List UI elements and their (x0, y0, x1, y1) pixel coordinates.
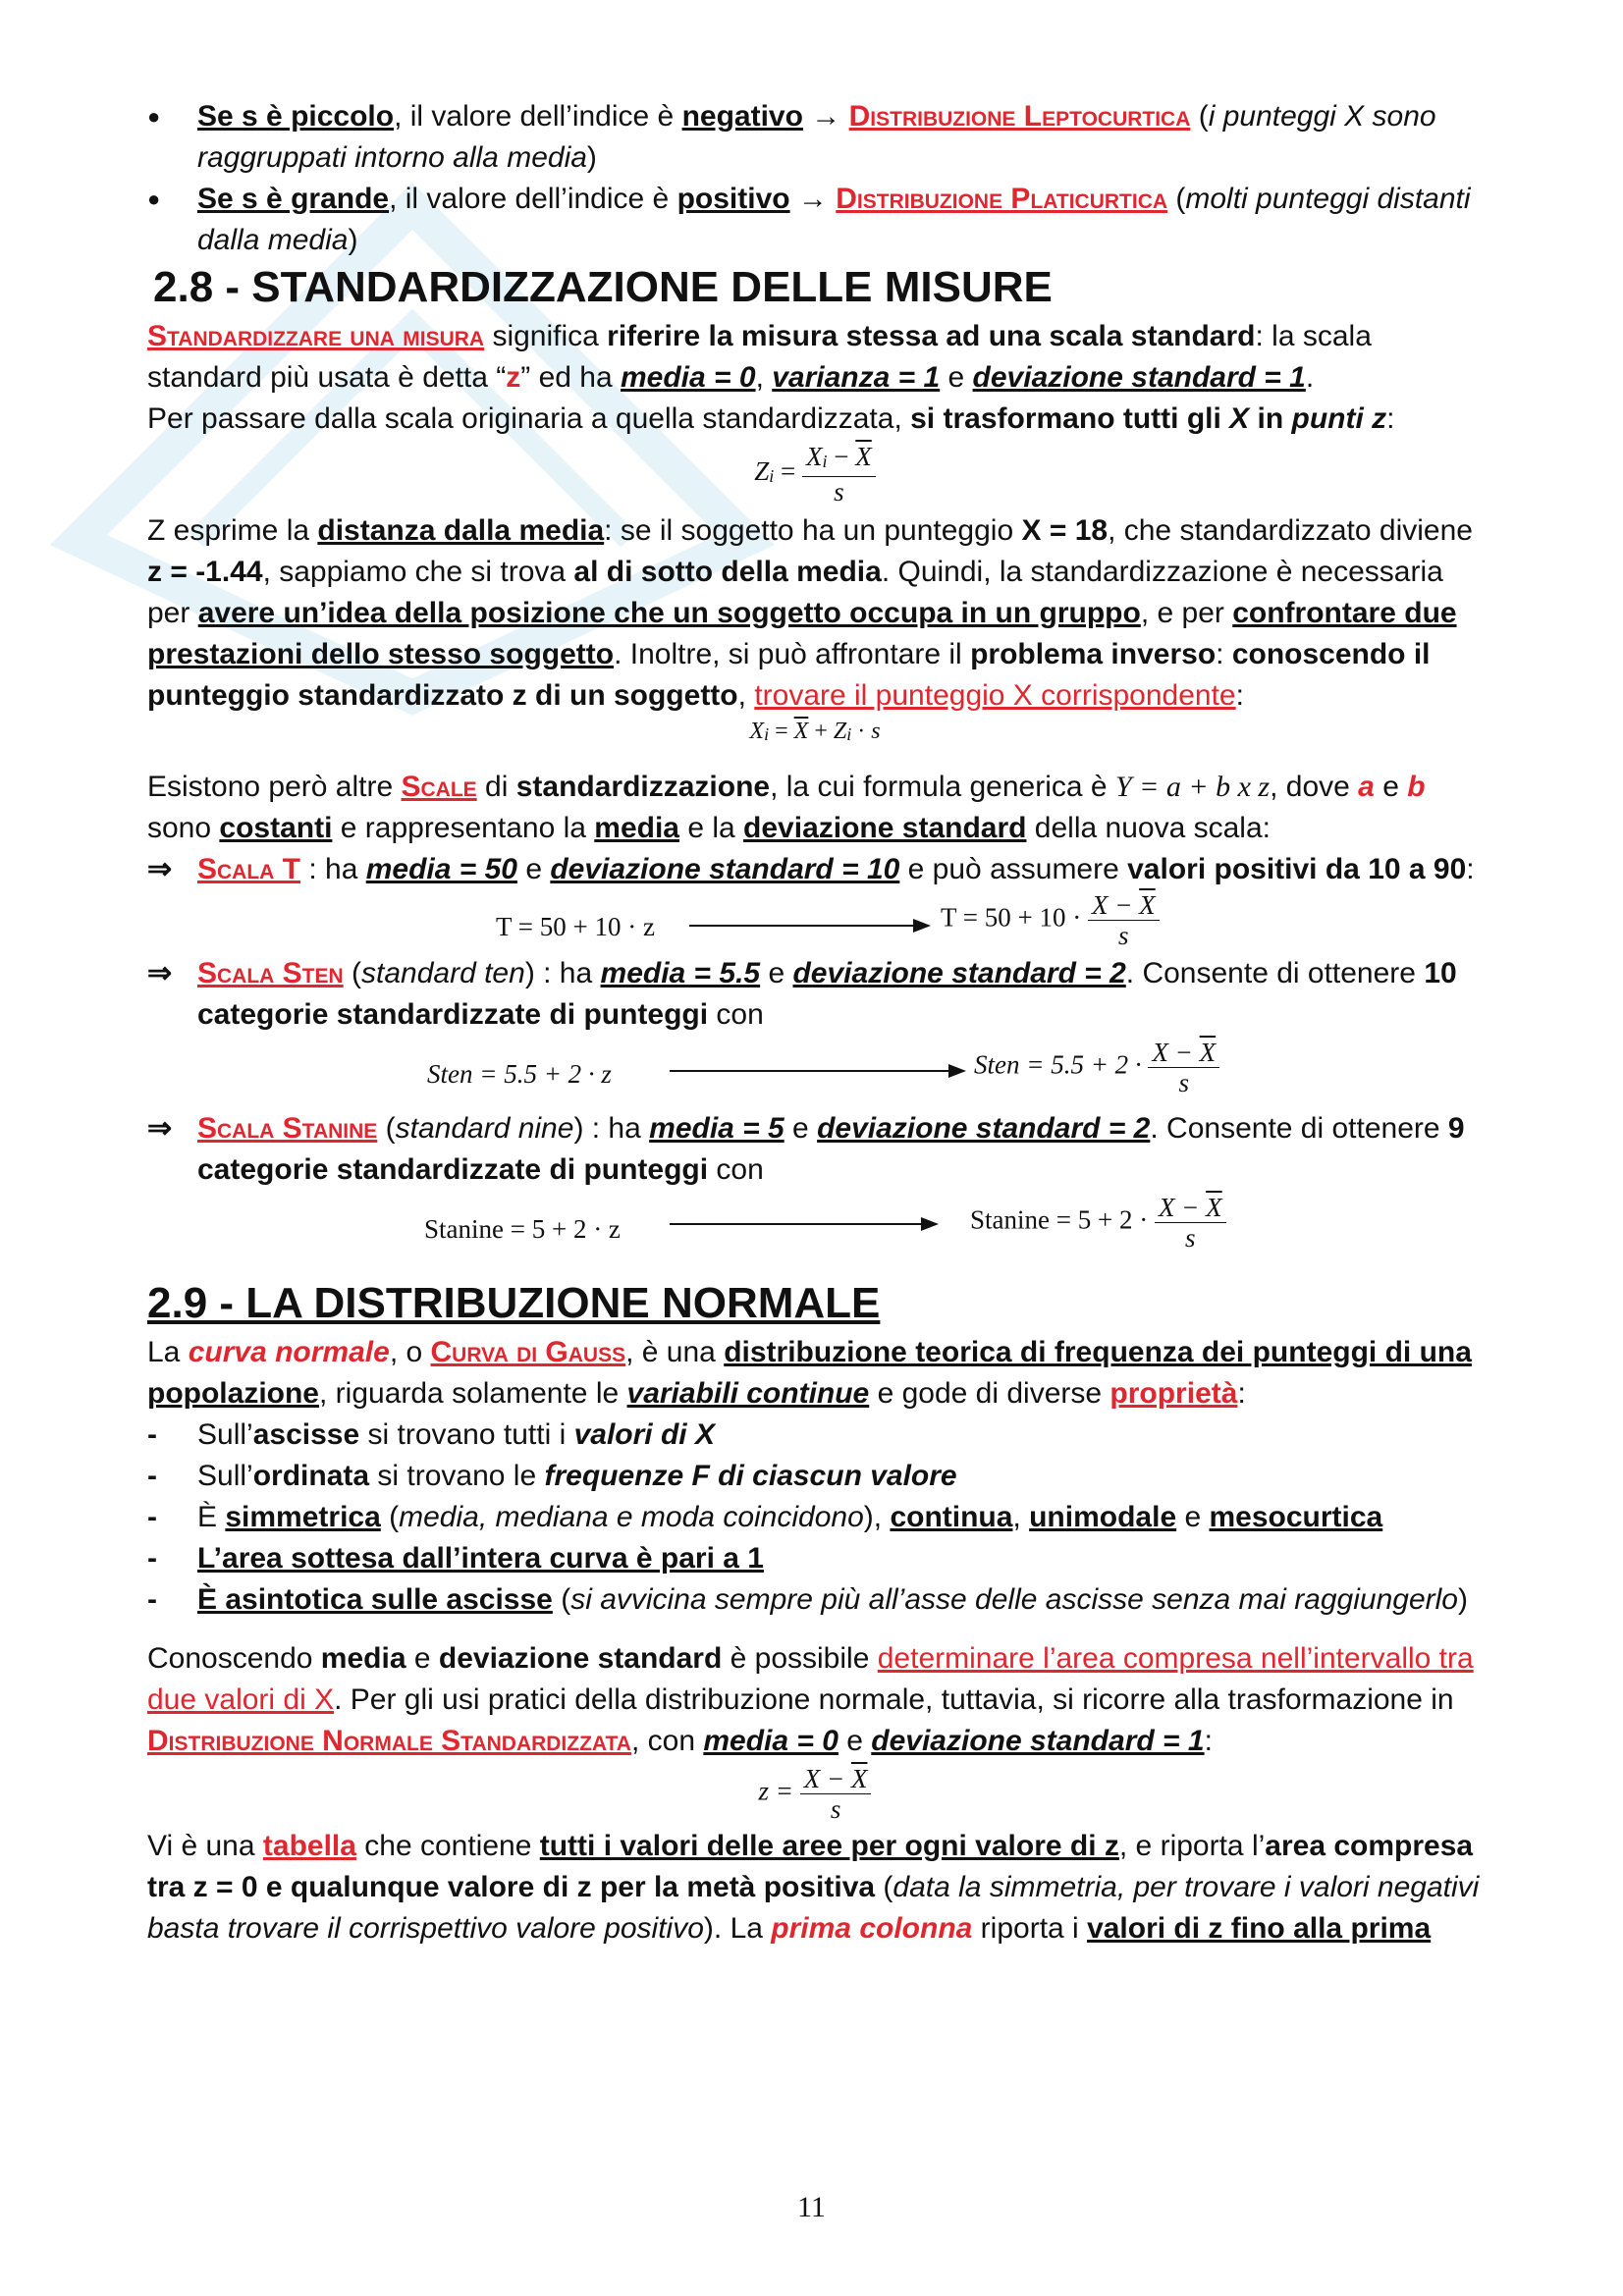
text-run: e può assumere (899, 853, 1128, 885)
text-run: , e per (1140, 597, 1233, 629)
text-run: z = -1.44 (147, 556, 263, 588)
text-run: ( (875, 1871, 893, 1903)
text-run: standard ten (361, 957, 525, 989)
term-highlight: Scale (401, 771, 477, 803)
text-run: sono (147, 812, 220, 844)
formula-part: Sten = 5.5 + 2 · (974, 1049, 1149, 1080)
list-item (147, 1538, 1483, 1579)
text-run: Esistono però altre (147, 771, 402, 803)
text-run: ( (1190, 100, 1209, 133)
list-marker: - (147, 1542, 157, 1575)
formula-part: X − (1158, 1193, 1207, 1222)
arrow-right-icon (670, 1061, 966, 1081)
list-marker: - (147, 1460, 157, 1492)
text-run: e la (679, 812, 744, 844)
formula-part: X − (1152, 1038, 1200, 1067)
arrow-text: → (789, 183, 837, 215)
text-run: Vi è una (147, 1830, 263, 1862)
formula-part: s (1185, 1223, 1196, 1253)
text-run: . (1305, 361, 1315, 394)
formula-right (941, 890, 1160, 950)
formula-left: Stanine = 5 + 2 · z (424, 1214, 621, 1244)
arrow-right-icon (670, 1214, 939, 1234)
paragraph (147, 767, 1483, 849)
text-run: , il valore dell’indice è (394, 100, 682, 133)
formula-z-score (147, 442, 1483, 507)
text-run: e (940, 361, 973, 394)
text-run: , dove (1270, 771, 1359, 803)
text-run: La (147, 1336, 189, 1368)
text-run: standardizzazione (515, 771, 771, 803)
text-run: trovare il punteggio X corrispondente (754, 679, 1236, 712)
text-run: ( (377, 1112, 396, 1145)
text-run: : ha (300, 853, 366, 885)
text-run: , la cui formula generica è (770, 771, 1115, 803)
text-run: i punteggi X sono raggruppati intorno alla media (197, 100, 1436, 174)
text-run: : (1235, 679, 1244, 712)
formula-part: Z (754, 456, 770, 487)
text-run: deviazione standard = 1 (972, 361, 1306, 394)
text-run: media = 0 (703, 1725, 839, 1757)
arrow-text: → (802, 100, 849, 133)
text-run: proprietà (1109, 1377, 1238, 1410)
text-run: : (1466, 853, 1475, 885)
text-run: ) : ha (573, 1112, 650, 1145)
formula-part: X − (803, 1764, 851, 1793)
term-highlight: Distribuzione Platicurtica (836, 183, 1168, 215)
text-run: ). La (703, 1912, 772, 1945)
text-run: a (1358, 771, 1375, 803)
text-run: ) : ha (524, 957, 601, 989)
text-run: tutti i valori delle aree per ogni valore di z (539, 1830, 1119, 1862)
text-run: con (708, 998, 764, 1031)
text-run: e (784, 1112, 818, 1145)
formula-part: X − (1091, 890, 1140, 920)
formula-right (970, 1193, 1226, 1253)
text-run: 9 categorie standardizzate di punteggi (197, 1112, 1465, 1186)
text-run: tabella (262, 1830, 356, 1862)
text-run: media (594, 812, 679, 844)
text-run: È (197, 1501, 226, 1533)
text-run: e (760, 957, 793, 989)
text-run: media = 0 (620, 361, 756, 394)
paragraph (147, 1638, 1483, 1762)
text-run: di (476, 771, 516, 803)
term-highlight: Scala Stanine (197, 1112, 378, 1145)
formula-part: $\overline{X}$ (1139, 890, 1156, 920)
text-run: : la scala standard più usata è detta “ (147, 320, 1372, 394)
paragraph (147, 316, 1483, 399)
text-run: : (1204, 1725, 1213, 1757)
page-number: 11 (797, 2191, 826, 2223)
text-run: con (708, 1153, 764, 1186)
term-highlight: Scala Sten (197, 957, 344, 989)
text-run: , (1012, 1501, 1030, 1533)
text-run: b (1407, 771, 1426, 803)
formula-inverse (147, 717, 1483, 749)
list-item (147, 1579, 1483, 1621)
text-run: area compresa tra z = 0 e qualunque valore di z per la metà positiva (147, 1830, 1474, 1903)
list-marker: - (147, 1583, 157, 1616)
text-run: deviazione standard (438, 1642, 723, 1675)
text-run: continua (890, 1501, 1013, 1533)
text-run: ( (552, 1583, 571, 1616)
formula-standard-normal (147, 1764, 1483, 1824)
text-run: si trovano le (369, 1460, 545, 1492)
text-run: prima colonna (771, 1912, 973, 1945)
text-run: Se s è grande (197, 183, 390, 215)
term-highlight: Scala T (197, 853, 300, 885)
text-run: distribuzione teorica di frequenza dei punteggi di una popolazione (147, 1336, 1472, 1410)
text-run: , sappiamo che si trova (262, 556, 574, 588)
text-run: e (838, 1725, 872, 1757)
paragraph (147, 399, 1483, 440)
text-run: valori di X (573, 1418, 715, 1451)
text-run: significa (484, 320, 608, 352)
text-run: Conoscendo (147, 1642, 321, 1675)
formula-part: s (830, 1794, 841, 1824)
arrow-right-icon (689, 916, 931, 935)
scale-item-stanine (147, 1108, 1483, 1191)
text-run: ordinata (252, 1460, 370, 1492)
text-run: punti z (1291, 402, 1387, 435)
text-run: determinare l’area compresa nell’intervallo tra due valori di X (147, 1642, 1474, 1716)
text-run: Per passare dalla scala originaria a quella standardizzata, (147, 402, 911, 435)
text-run: che contiene (355, 1830, 540, 1862)
formula-part: T = 50 + 10 · (941, 902, 1088, 933)
text-run: È asintotica sulle ascisse (197, 1583, 553, 1616)
text-run: data la simmetria, per trovare i valori negativi basta trovare il corrispettivo valore positivo (147, 1871, 1480, 1945)
paragraph (147, 1332, 1483, 1415)
formula-part: i (764, 724, 770, 744)
text-run: Z esprime la (147, 514, 318, 547)
text-run: . Consente di ottenere (1125, 957, 1425, 989)
formula-part: = (769, 719, 794, 744)
text-run: unimodale (1029, 1501, 1177, 1533)
formula-part: $\overline{X}$ (793, 719, 809, 744)
scale-item-t (147, 849, 1483, 890)
text-run: frequenze F di ciascun valore (544, 1460, 957, 1492)
text-run: al di sotto della media (573, 556, 882, 588)
formula-part: X (806, 442, 823, 471)
text-run: avere un’idea della posizione che un soggetto occupa in un gruppo (197, 597, 1141, 629)
text-run: simmetrica (225, 1501, 381, 1533)
text-run: Sull’ (197, 1460, 253, 1492)
text-run: , riguarda solamente le (319, 1377, 627, 1410)
term-highlight: Standardizzare una misura (147, 320, 485, 352)
formula-part: s (1118, 921, 1129, 950)
text-run: ( (380, 1501, 400, 1533)
term-highlight: Curva di Gauss (430, 1336, 626, 1368)
double-arrow-icon: ⇒ (147, 853, 173, 885)
fraction (802, 442, 876, 507)
list-item (147, 1456, 1483, 1497)
text-run: valori positivi da 10 a 90 (1127, 853, 1467, 885)
list-item (147, 1415, 1483, 1456)
text-run: negativo (681, 100, 803, 133)
list-item (147, 1497, 1483, 1538)
text-run: distanza dalla media (317, 514, 605, 547)
text-run: : (1216, 638, 1232, 670)
text-run: : (1237, 1377, 1246, 1410)
text-run: è possibile (722, 1642, 878, 1675)
formula-part: Z (833, 719, 847, 744)
paragraph (147, 510, 1483, 717)
text-run: conoscendo il punteggio standardizzato z di un soggetto (147, 638, 1431, 712)
formula-right (974, 1038, 1219, 1097)
fraction (800, 1764, 872, 1824)
equation-row-t (147, 890, 1483, 953)
text-run: standard nine (395, 1112, 574, 1145)
formula-part: $\overline{X}$ (855, 442, 872, 471)
double-arrow-icon: ⇒ (147, 1112, 173, 1145)
text-run: media = 5 (649, 1112, 784, 1145)
text-run: confrontare due prestazioni dello stesso soggetto (147, 597, 1457, 670)
text-run: media = 50 (365, 853, 517, 885)
text-run: media = 5.5 (600, 957, 761, 989)
text-run: molti punteggi distanti dalla media (197, 183, 1471, 256)
text-run: , è una (625, 1336, 725, 1368)
text-run: . Per gli usi pratici della distribuzione normale, tuttavia, si ricorre alla trasformazione in (334, 1683, 1454, 1716)
double-arrow-icon: ⇒ (147, 957, 173, 989)
text-run: , (755, 361, 773, 394)
term-highlight: Distribuzione Leptocurtica (848, 100, 1191, 133)
formula-part: · (851, 719, 872, 744)
section-heading-2-8: 2.8 - STANDARDIZZAZIONE DELLE MISURE (153, 263, 1053, 311)
text-run: ) (586, 141, 597, 174)
text-run: deviazione standard = 1 (871, 1725, 1205, 1757)
text-run: L’area sottesa dall’intera curva è pari a 1 (197, 1542, 764, 1575)
fraction (1148, 1038, 1219, 1097)
list-marker: - (147, 1501, 157, 1533)
scale-item-sten (147, 953, 1483, 1036)
bullet-dot-icon: ● (147, 104, 161, 129)
formula-part: s (871, 719, 881, 744)
text-run: , o (389, 1336, 431, 1368)
text-run: : se il soggetto ha un punteggio (604, 514, 1022, 547)
formula-part: s (834, 477, 844, 507)
text-run: positivo (676, 183, 790, 215)
formula-inline: Y = a + b x z (1114, 771, 1271, 803)
text-run: Sull’ (197, 1418, 253, 1451)
text-run: costanti (219, 812, 333, 844)
formula-part: i (846, 724, 852, 744)
text-run: media (320, 1642, 406, 1675)
formula-left: Sten = 5.5 + 2 · z (427, 1059, 612, 1089)
text-run: ) (348, 224, 358, 256)
formula-part: = (774, 456, 803, 487)
text-run: si avvicina sempre più all’asse delle ascisse senza mai raggiungerlo (570, 1583, 1458, 1616)
bullet-dot-icon: ● (147, 187, 161, 211)
list-marker: - (147, 1418, 157, 1451)
text-run: in (1249, 402, 1292, 435)
text-run: riporta i (972, 1912, 1088, 1945)
text-run: e gode di diverse (869, 1377, 1110, 1410)
text-run: media, mediana e moda coincidono (399, 1501, 864, 1533)
text-run: si trovano tutti i (359, 1418, 574, 1451)
text-run: : (1386, 402, 1395, 435)
text-run: . Inoltre, si può affrontare il (614, 638, 971, 670)
text-run: ascisse (252, 1418, 360, 1451)
text-run: e (1176, 1501, 1210, 1533)
formula-part: i (769, 466, 775, 487)
formula-part: − (827, 442, 856, 471)
text-run: z (506, 361, 521, 394)
text-run: , il valore dell’indice è (389, 183, 677, 215)
section-heading-2-9: 2.9 - LA DISTRIBUZIONE NORMALE (147, 1279, 881, 1327)
formula-part: $\overline{X}$ (850, 1764, 868, 1793)
equation-row-stanine (147, 1191, 1483, 1263)
text-run: problema inverso (970, 638, 1217, 670)
text-run: , che standardizzato diviene (1108, 514, 1473, 547)
text-run: valori di z fino alla prima (1087, 1912, 1432, 1945)
formula-part: i (822, 452, 828, 471)
text-run: variabili continue (626, 1377, 870, 1410)
text-run: mesocurtica (1209, 1501, 1383, 1533)
text-run: e (1374, 771, 1408, 803)
text-run: , e riporta l’ (1118, 1830, 1266, 1862)
formula-part: z = (758, 1776, 800, 1806)
bullet-item (147, 96, 1483, 179)
text-run: deviazione standard (743, 812, 1027, 844)
text-run: e rappresentano la (332, 812, 595, 844)
text-run: Se s è piccolo (197, 100, 395, 133)
text-run: e (516, 853, 551, 885)
text-run: , (737, 679, 755, 712)
formula-part: $\overline{X}$ (1199, 1038, 1217, 1067)
text-run: 10 categorie standardizzate di punteggi (197, 957, 1457, 1031)
text-run: deviazione standard = 2 (817, 1112, 1151, 1145)
text-run: della nuova scala: (1026, 812, 1271, 844)
text-run: deviazione standard = 10 (550, 853, 900, 885)
text-run: X (1229, 402, 1250, 435)
text-run: varianza = 1 (772, 361, 941, 394)
text-run: deviazione standard = 2 (792, 957, 1126, 989)
text-run: . Quindi, la standardizzazione è necessaria per (147, 556, 1443, 629)
formula-part: + (808, 719, 834, 744)
text-run: . Consente di ottenere (1150, 1112, 1448, 1145)
formula-part: X (749, 719, 765, 744)
equation-row-sten (147, 1036, 1483, 1108)
text-run: ( (1167, 183, 1186, 215)
formula-part: $\overline{X}$ (1206, 1193, 1222, 1222)
formula-part: Stanine = 5 + 2 · (970, 1204, 1155, 1235)
text-run: si trasformano tutti gli (910, 402, 1230, 435)
text-run: , con (630, 1725, 704, 1757)
text-run: ” ed ha (520, 361, 621, 394)
formula-part: s (1178, 1068, 1190, 1097)
text-run: riferire la misura stessa ad una scala standard (607, 320, 1256, 352)
page-content (147, 96, 1483, 1949)
fraction (1155, 1193, 1226, 1253)
text-run: curva normale (188, 1336, 390, 1368)
formula-left: T = 50 + 10 · z (496, 912, 655, 941)
bullet-item (147, 179, 1483, 261)
text-run: e (406, 1642, 439, 1675)
text-run: X = 18 (1021, 514, 1109, 547)
term-highlight: Distribuzione Normale Standardizzata (147, 1725, 631, 1757)
text-run: ), (863, 1501, 891, 1533)
text-run: ( (343, 957, 362, 989)
text-run: ) (1457, 1583, 1468, 1616)
fraction (1088, 890, 1160, 950)
paragraph (147, 1826, 1483, 1949)
